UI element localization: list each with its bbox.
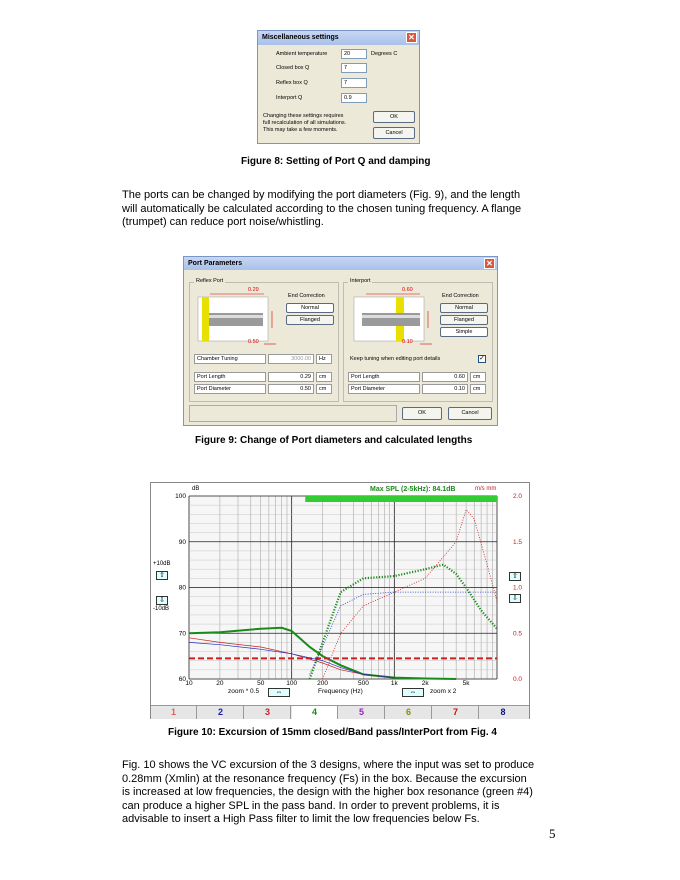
right-axis-label: m/s mm [475,486,497,492]
y-tick-label: 90 [178,538,186,546]
x-tick-label: 200 [317,680,329,687]
recalc-note-line-1: Changing these settings requires [263,113,344,119]
tab-5[interactable]: 5 [339,706,385,719]
db-axis-label: dB [192,486,200,492]
reflex-box-q-label: Reflex box Q [276,80,308,86]
ambient-temperature-unit: Degrees C [371,51,398,57]
interport-length-unit: cm [470,372,486,382]
tab-4[interactable]: 4 [292,706,338,719]
close-icon[interactable]: ✕ [484,258,495,269]
reflex-port-diameter-input[interactable]: 0.50 [268,384,314,394]
interport-simple-button[interactable]: Simple [440,327,488,337]
chart-title: Max SPL (2-5kHz): 84.1dB [370,486,456,493]
interport-q-input[interactable]: 0.9 [341,93,367,103]
cancel-button[interactable]: Cancel [373,127,415,139]
tab-2[interactable]: 2 [198,706,244,719]
max-spl-band [305,496,497,502]
page-number: 5 [549,826,556,841]
right-tick-label: 2.0 [513,493,523,500]
paragraph-line: (trumpet) can reduce port noise/whistling. [122,216,324,228]
interport-end-correction-label: End Correction [442,293,479,299]
x-tick-label: 5k [462,680,470,687]
reflex-diameter-marker: 0.50 [248,339,259,345]
reflex-end-correction-label: End Correction [288,293,325,299]
reflex-port-length-label: Port Length [194,372,266,382]
right-tick-label: 0.0 [513,676,523,683]
chamber-tuning-input[interactable]: 3000.00 [268,354,314,364]
y-tick-label: 100 [175,493,186,500]
chamber-tuning-unit: Hz [316,354,332,364]
paragraph-line: The ports can be changed by modifying the port diameters (Fig. 9), and the length [122,189,521,201]
x-tick-label: 20 [216,680,224,687]
figure-8-caption: Figure 8: Setting of Port Q and damping [241,156,431,167]
paragraph-line: 0.28mm (Xmlin) at the resonance frequency (Fs) in the box. Because the excursion [122,772,527,785]
right-tick-label: 1.0 [513,584,523,592]
paragraph-ports [122,189,572,230]
close-icon[interactable]: ✕ [406,32,417,43]
frequency-axis-label: Frequency (Hz) [318,688,363,695]
zoom-in-label: zoom x 2 [430,688,457,695]
interport-length-input[interactable]: 0.60 [422,372,468,382]
closed-box-q-label: Closed box Q [276,65,310,71]
ambient-temperature-input[interactable]: 20 [341,49,367,59]
minus-10db-label: -10dB [153,606,170,612]
recalc-note-line-3: This may take a few moments. [263,127,338,133]
x-tick-label: 100 [286,680,298,687]
paragraph-line: will automatically be calculated according to the chosen tuning frequency. A flange [122,202,522,215]
zoom-out-label: zoom * 0.5 [228,688,260,695]
interport-length-marker: 0.60 [402,287,413,293]
ambient-temperature-label: Ambient temperature [276,51,328,57]
misc-dialog-title: Miscellaneous settings [262,34,339,41]
paragraph-line: can produce a higher SPL in the pass band. In order to prevent problems, it is [122,799,500,812]
shift-down-button[interactable]: ⇩ [156,596,168,605]
y-tick-label: 60 [178,676,186,683]
reflex-port-diagram [194,289,280,349]
paragraph-excursion [122,759,572,827]
interport-diameter-label: Port Diameter [348,384,420,394]
excursion-chart [150,482,530,706]
simulation-tabs [151,705,529,719]
reflex-port-diameter-label: Port Diameter [194,384,266,394]
interport-diameter-marker: 0.10 [402,339,413,345]
reflex-length-marker: 0.29 [248,287,259,293]
chamber-tuning-label: Chamber Tuning [194,354,266,364]
zoom-in-button[interactable]: ⇔ [402,688,424,697]
reflex-box-q-input[interactable]: 7 [341,78,367,88]
figure-10-caption: Figure 10: Excursion of 15mm closed/Band pass/InterPort from Fig. 4 [168,727,497,738]
tab-6[interactable]: 6 [386,706,432,719]
reflex-port-group-label: Reflex Port [196,278,224,284]
figure-9-caption: Figure 9: Change of Port diameters and calculated lengths [195,435,473,446]
paragraph-line: is increased at low frequencies, the design with the higher box resonance (green #4) [122,786,533,798]
ok-button[interactable]: OK [402,407,442,420]
y-tick-label: 80 [178,584,186,592]
interport-diameter-input[interactable]: 0.10 [422,384,468,394]
x-tick-label: 50 [257,680,265,687]
reflex-normal-button[interactable]: Normal [286,303,334,313]
interport-diameter-unit: cm [470,384,486,394]
plus-10db-label: +10dB [153,561,171,567]
misc-settings-dialog [257,30,420,144]
right-shift-up-button[interactable]: ⇧ [509,572,521,581]
port-parameters-dialog [183,256,498,426]
reflex-port-length-unit: cm [316,372,332,382]
interport-normal-button[interactable]: Normal [440,303,488,313]
reflex-port-group [189,278,339,402]
keep-tuning-label: Keep tuning when editing port details [350,356,441,362]
interport-flanged-button[interactable]: Flanged [440,315,488,325]
interport-length-label: Port Length [348,372,420,382]
keep-tuning-checkbox[interactable]: ✓ [479,355,485,362]
ok-button[interactable]: OK [373,111,415,123]
tab-3[interactable]: 3 [245,706,291,719]
x-tick-label: 500 [357,680,369,687]
zoom-out-button[interactable]: ⇔ [268,688,290,697]
shift-up-button[interactable]: ⇧ [156,571,168,580]
y-tick-label: 70 [178,630,186,638]
interport-group [343,278,493,402]
x-tick-label: 10 [185,680,193,687]
right-shift-down-button[interactable]: ⇩ [509,594,521,603]
x-tick-label: 2k [421,680,429,687]
port-dialog-title: Port Parameters [188,260,243,267]
interport-group-label: Interport [350,278,371,284]
misc-dialog-titlebar [258,31,419,45]
reflex-port-diameter-unit: cm [316,384,332,394]
reflex-port-length-input[interactable]: 0.29 [268,372,314,382]
interport-diagram [350,289,436,349]
tab-7[interactable]: 7 [433,706,479,719]
recalc-note-line-2: full recalculation of all simulations. [263,120,347,126]
right-tick-label: 0.5 [513,630,523,638]
cancel-button[interactable]: Cancel [448,407,492,420]
paragraph-line: Fig. 10 shows the VC excursion of the 3 designs, where the input was set to produce [122,759,535,771]
paragraph-line: advisable to insert a High Pass filter to limit the low frequencies below Fs. [122,813,480,825]
tab-8[interactable]: 8 [500,707,506,717]
port-dialog-titlebar [184,257,497,270]
tab-1[interactable]: 1 [151,706,197,719]
interport-q-label: Interport Q [276,95,303,101]
status-bar [189,405,397,422]
reflex-flanged-button[interactable]: Flanged [286,315,334,325]
right-tick-label: 1.5 [513,538,523,546]
closed-box-q-input[interactable]: 7 [341,63,367,73]
x-tick-label: 1k [390,680,398,687]
